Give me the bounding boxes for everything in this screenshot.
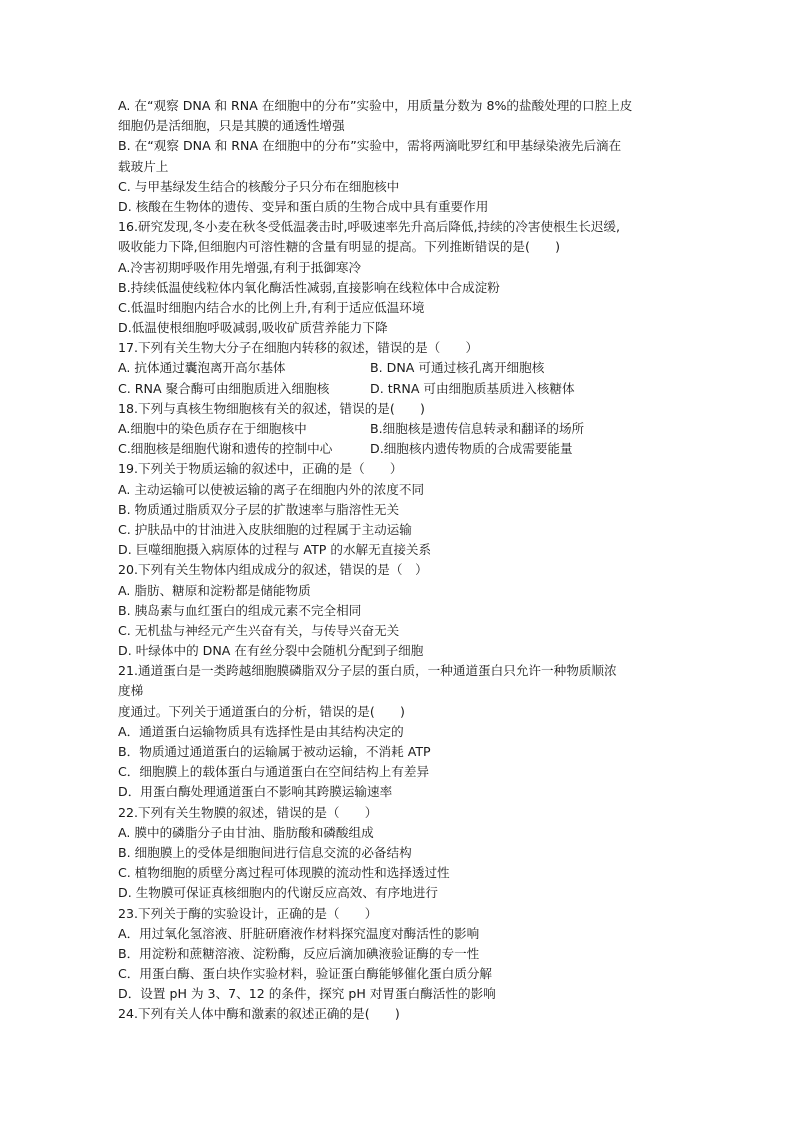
text-line: 载玻片上	[118, 158, 169, 174]
q17-options-row-1	[118, 358, 688, 378]
text-line: B．用淀粉和蔗糖溶液、淀粉酶，反应后滴加碘液验证酶的专一性	[118, 945, 480, 961]
text-line: C.低温时细胞内结合水的比例上升,有利于适应低温环境	[118, 299, 425, 315]
text-line: D．设置 pH 为 3、7、12 的条件，探究 pH 对胃蛋白酶活性的影响	[118, 986, 496, 1002]
text-line: D. 叶绿体中的 DNA 在有丝分裂中会随机分配到子细胞	[118, 643, 424, 659]
text-line: D．用蛋白酶处理通道蛋白不影响其跨膜运输速率	[118, 784, 393, 800]
text-line: B. 细胞膜上的受体是细胞间进行信息交流的必备结构	[118, 844, 412, 860]
q17-option-c: C. RNA 聚合酶可由细胞质进入细胞核	[118, 380, 330, 396]
q18-option-d: D.细胞核内遗传物质的合成需要能量	[370, 441, 573, 457]
q17-option-d: D. tRNA 可由细胞质基质进入核糖体	[370, 380, 575, 396]
text-line: C. 护肤品中的甘油进入皮肤细胞的过程属于主动运输	[118, 521, 412, 537]
question-text	[118, 96, 688, 1025]
text-line: 16.研究发现,冬小麦在秋冬受低温袭击时,呼吸速率先升高后降低,持续的冷害使根生长迟缓,	[118, 219, 621, 235]
text-line: 21.通道蛋白是一类跨越细胞膜磷脂双分子层的蛋白质，一种通道蛋白只允许一种物质顺浓	[118, 663, 617, 679]
text-line: A. 膜中的磷脂分子由甘油、脂肪酸和磷酸组成	[118, 824, 374, 840]
q18-option-c: C.细胞核是细胞代谢和遗传的控制中心	[118, 441, 333, 457]
text-line: B. 物质通过脂质双分子层的扩散速率与脂溶性无关	[118, 501, 400, 517]
q18-stem: 18.下列与真核生物细胞核有关的叙述，错误的是( )	[118, 400, 425, 416]
text-line: 吸收能力下降,但细胞内可溶性糖的含量有明显的提高。下列推断错误的是( )	[118, 239, 561, 255]
text-line: B. 在“观察 DNA 和 RNA 在细胞中的分布”实验中，需将两滴吡罗红和甲基绿染液先后滴在	[118, 138, 622, 154]
text-line: A．用过氧化氢溶液、肝脏研磨液作材料探究温度对酶活性的影响	[118, 925, 480, 941]
text-line: 19.下列关于物质运输的叙述中，正确的是（ ）	[118, 461, 403, 477]
text-line: 度梯	[118, 683, 144, 699]
question-block-15-17	[118, 96, 688, 358]
text-line: C. 无机盐与神经元产生兴奋有关，与传导兴奋无关	[118, 622, 400, 638]
q17-option-a: A. 抗体通过囊泡离开高尔基体	[118, 360, 286, 376]
text-line: A. 脂肪、糖原和淀粉都是储能物质	[118, 582, 311, 598]
question-block-19-24	[118, 459, 688, 1024]
text-line: 20.下列有关生物体内组成成分的叙述，错误的是（ ）	[118, 562, 428, 578]
text-line: 23.下列关于酶的实验设计，正确的是（ ）	[118, 905, 378, 921]
text-line: A. 在“观察 DNA 和 RNA 在细胞中的分布”实验中，用质量分数为 8%的盐酸处理的口腔上皮	[118, 98, 633, 113]
text-line: D. 核酸在生物体的遗传、变异和蛋白质的生物合成中具有重要作用	[118, 198, 489, 214]
q18-option-a: A.细胞中的染色质存在于细胞核中	[118, 421, 307, 436]
q17-option-b: B. DNA 可通过核孔离开细胞核	[370, 360, 545, 376]
text-line: 17.下列有关生物大分子在细胞内转移的叙述，错误的是（ ）	[118, 340, 479, 356]
text-line: C．用蛋白酶、蛋白块作实验材料，验证蛋白酶能够催化蛋白质分解	[118, 966, 493, 982]
text-line: D. 巨噬细胞摄入病原体的过程与 ATP 的水解无直接关系	[118, 542, 432, 558]
q18-options-row-2	[118, 439, 688, 459]
text-line: 24.下列有关人体中酶和激素的叙述正确的是( )	[118, 1006, 400, 1022]
text-line: B.持续低温使线粒体内氧化酶活性减弱,直接影响在线粒体中合成淀粉	[118, 279, 500, 295]
text-line: C. 植物细胞的质壁分离过程可体现膜的流动性和选择透过性	[118, 865, 450, 881]
q17-options-row-2	[118, 379, 688, 399]
text-line: A.冷害初期呼吸作用先增强,有利于抵御寒冷	[118, 259, 362, 275]
text-line: 度通过。下列关于通道蛋白的分析，错误的是( )	[118, 703, 405, 719]
text-line: D. 生物膜可保证真核细胞内的代谢反应高效、有序地进行	[118, 885, 438, 901]
text-line: B．物质通过通道蛋白的运输属于被动运输，不消耗 ATP	[118, 744, 431, 759]
q18-options-row-1	[118, 419, 688, 439]
text-line: 细胞仍是活细胞，只是其膜的通透性增强	[118, 118, 345, 134]
text-line: A. 主动运输可以使被运输的离子在细胞内外的浓度不同	[118, 481, 425, 497]
q18-option-b: B.细胞核是遗传信息转录和翻译的场所	[370, 421, 585, 436]
text-line: C．细胞膜上的载体蛋白与通道蛋白在空间结构上有差异	[118, 764, 430, 780]
text-line: A．通道蛋白运输物质具有选择性是由其结构决定的	[118, 723, 404, 739]
text-line: C. 与甲基绿发生结合的核酸分子只分布在细胞核中	[118, 178, 400, 194]
text-line: B. 胰岛素与血红蛋白的组成元素不完全相同	[118, 602, 362, 618]
text-line: 22.下列有关生物膜的叙述，错误的是（ ）	[118, 804, 378, 820]
text-line: D.低温使根细胞呼吸减弱,吸收矿质营养能力下降	[118, 320, 388, 336]
